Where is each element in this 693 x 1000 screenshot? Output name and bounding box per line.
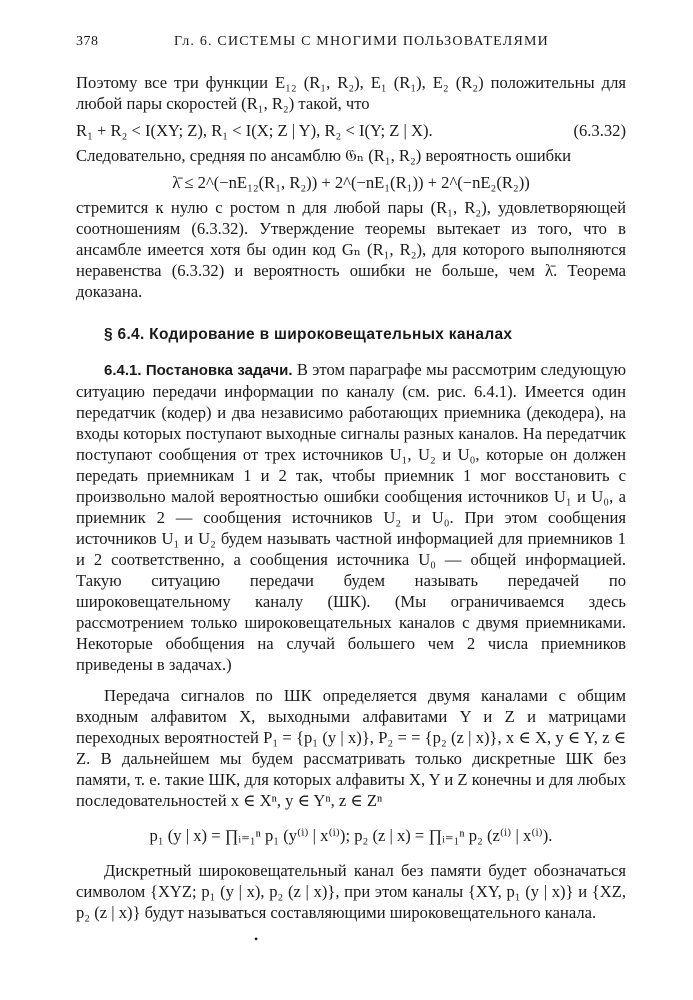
- section-heading: § 6.4. Кодирование в широковещательных каналах: [104, 326, 513, 343]
- subsection-title: 6.4.1. Постановка задачи.: [104, 362, 293, 379]
- paragraph-problem-text: В этом параграфе мы рассмотрим следующую ситуацию передачи информации по каналу (см. рис. 6.4.1). Имеется один передатчик (кодер) и два независимо работающих приемника (декодера), на входы которых поступают выходные сигналы разных каналов. На передатчик поступают сообщения от трех источников U₁, U₂ и U₀, которые он должен передать приемникам 1 и 2 так, чтобы приемник 1 мог восстановить с произвольно малой вероятностью ошибки сообщения источников U₁ и U₀, а приемник 2 — сообщения источников U₂ и U₀. При этом сообщения источников U₁ и U₂ будем называть частной информацией для приемников 1 и 2 соответственно, а сообщения источника U₀ — общей информацией. Такую ситуацию передачи будем называть передачей по широковещательному каналу (ШК). (Мы ограничиваемся здесь рассмотрением только широковещательных каналов с двумя приемниками. Некоторые обобщения на случай большего чем 2 числа приемников приведены в задачах.): [76, 360, 626, 674]
- error-bound-formula: λ̄ ≤ 2^(−nE₁₂(R₁, R₂)) + 2^(−nE₁(R₁)) + 2^(−nE₂(R₂)): [172, 173, 530, 192]
- chapter-title: Гл. 6. СИСТЕМЫ С МНОГИМИ ПОЛЬЗОВАТЕЛЯМИ: [174, 34, 549, 49]
- equation-6-3-32: [76, 120, 626, 141]
- paragraph-problem-statement: [76, 359, 626, 675]
- page-body: [76, 72, 626, 923]
- paragraph-notation: Дискретный широковещательный канал без памяти будет обозначаться символом {XYZ; p₁ (y | x), p₂ (z | x)}, при этом каналы {XY, p₁ (y | x)} и {XZ, p₂ (z | x)} будут называться составляющими широковещательного канала.: [76, 861, 626, 922]
- memoryless-product-formula: p₁ (y | x) = ∏ᵢ₌₁ⁿ p₁ (y⁽ⁱ⁾ | x⁽ⁱ⁾); p₂ (z | x) = ∏ᵢ₌₁ⁿ p₂ (z⁽ⁱ⁾ | x⁽ⁱ⁾).: [149, 826, 553, 845]
- paragraph-channel-definition: Передача сигналов по ШК определяется двумя каналами с общим входным алфавитом X, выходными алфавитами Y и Z и матрицами переходных вероятностей P₁ = {p₁ (y | x)}, P₂ = = {p₂ (z | x)}, x ∈ X, y ∈ Y, z ∈ Z. В дальнейшем мы будем рассматривать только дискретные ШК без памяти, т. е. такие ШК, для которых алфавиты X, Y и Z конечны и для любых последовательностей x ∈ Xⁿ, y ∈ Yⁿ, z ∈ Zⁿ: [76, 686, 626, 810]
- equation-body: R₁ + R₂ < I(XY; Z), R₁ < I(X; Z | Y), R₂ < I(Y; Z | X).: [76, 121, 433, 140]
- equation-number: (6.3.32): [573, 121, 626, 140]
- page-mark: •: [254, 932, 259, 946]
- paragraph-intro: Поэтому все три функции E₁₂ (R₁, R₂), E₁ (R₁), E₂ (R₂) положительны для любой пары скоростей (R₁, R₂) такой, что: [76, 73, 626, 113]
- paragraph-proof-end: стремится к нулю с ростом n для любой пары (R₁, R₂), удовлетворяющей соотношениям (6.3.32). Утверждение теоремы вытекает из того, что в ансамбле имеется хотя бы один код Gₙ (R₁, R₂), для которого выполняются неравенства (6.3.32) и вероятность ошибки не больше, чем λ̄. Теорема доказана.: [76, 198, 626, 301]
- paragraph-consequently: Следовательно, средняя по ансамблю 𝔊ₙ (R₁, R₂) вероятность ошибки: [76, 146, 571, 165]
- page-number: 378: [76, 34, 99, 49]
